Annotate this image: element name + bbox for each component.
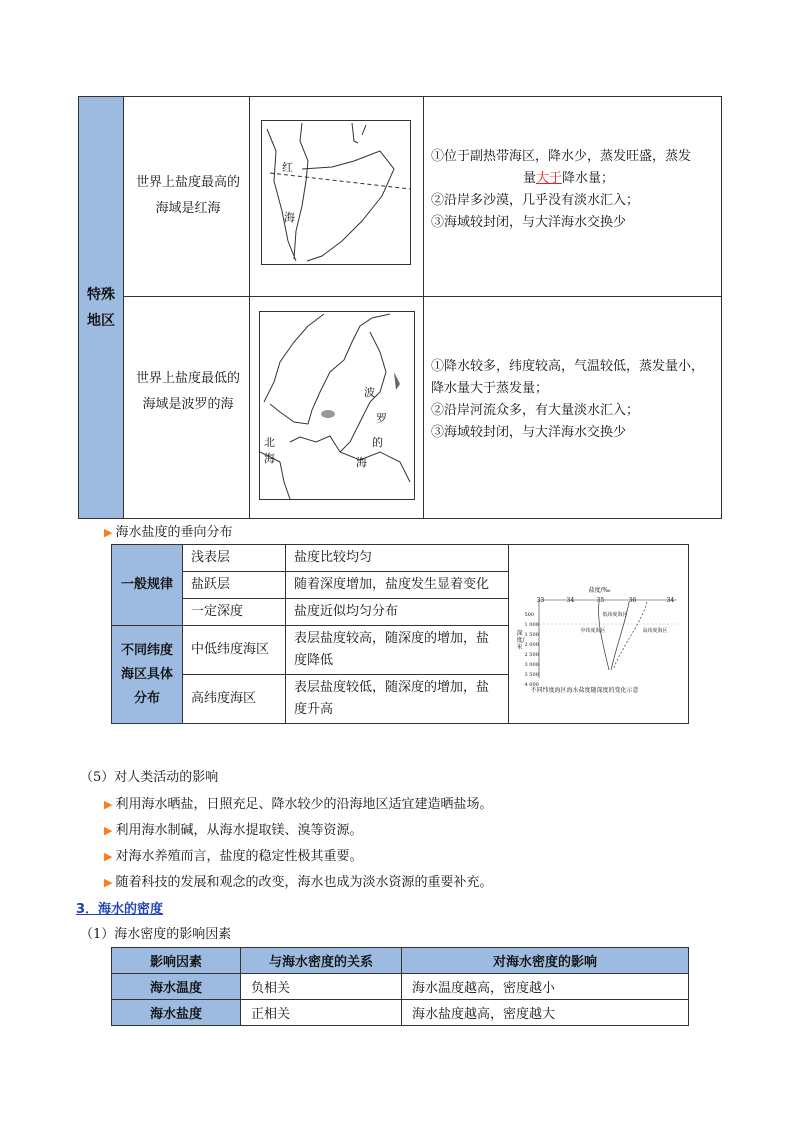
factor-cell: 海水温度 — [112, 974, 241, 1000]
factor-cell: 海水盐度 — [112, 1000, 241, 1026]
chart-top-tick: 34 — [666, 597, 675, 604]
layer-cell: 高纬度海区 — [183, 675, 286, 724]
triangle-bullet-icon: ▶ — [104, 876, 113, 889]
red-sea-map-label-2: 海 — [284, 211, 295, 224]
red-sea-reasons: ①位于副热带海区，降水少，蒸发旺盛，蒸发 量大于降水量； ②沿岸多沙漠，几乎没有淡水汇入； ③海域较封闭，与大洋海水交换少 — [431, 149, 692, 230]
chart-y-tick: 2 500 — [524, 652, 539, 658]
list-item: ▶ 随着科技的发展和观念的改变，海水也成为淡水资源的重要补充。 — [104, 875, 493, 890]
density-subheading: （1）海水密度的影响因素 — [80, 927, 232, 942]
density-header-relation: 与海水密度的关系 — [241, 948, 402, 974]
chart-y-tick: 3 000 — [524, 662, 539, 668]
layer-cell: 浅表层 — [183, 545, 286, 572]
chart-series-label: 低纬度海区 — [602, 612, 628, 618]
effect-cell: 海水温度越高，密度越小 — [402, 974, 689, 1000]
vertical-heading: ▶ 海水盐度的垂向分布 — [104, 525, 233, 540]
chart-y-tick: 500 — [524, 612, 535, 618]
baltic-map-label-1: 北 — [264, 436, 275, 449]
desc-cell: 随着深度增加，盐度发生显着变化 — [286, 572, 509, 599]
chart-y-tick: 1 000 — [524, 622, 539, 628]
table-row — [112, 1000, 689, 1026]
chart-series-label: 中纬度海区 — [580, 628, 606, 634]
list-item: ▶ 对海水养殖而言，盐度的稳定性极其重要。 — [104, 849, 363, 864]
baltic-sea-reasons: ①降水较多，纬度较高，气温较低，蒸发量小，降水量大于蒸发量； ②沿岸河流众多，有大量淡水汇入； ③海域较封闭，与大洋海水交换少 — [431, 359, 705, 440]
baltic-map-label-6: 海 — [356, 456, 367, 469]
table-row — [112, 974, 689, 1000]
chart-y-tick: 4 000 — [524, 682, 539, 688]
chart-top-tick: 34 — [566, 597, 575, 604]
triangle-bullet-icon: ▶ — [104, 850, 113, 863]
chart-y-tick: 1 500 — [524, 632, 539, 638]
triangle-bullet-icon: ▶ — [104, 526, 113, 539]
red-sea-map — [261, 120, 411, 265]
chart-top-tick: 36 — [628, 597, 637, 604]
desc-cell: 盐度比较均匀 — [286, 545, 509, 572]
density-header-effect: 对海水密度的影响 — [402, 948, 689, 974]
red-sea-map-icon — [262, 121, 410, 264]
chart-top-tick: 33 — [536, 597, 545, 604]
relation-cell: 正相关 — [241, 1000, 402, 1026]
chart-series-label: 高纬度海区 — [642, 628, 668, 634]
layer-cell: 盐跃层 — [183, 572, 286, 599]
desc-cell: 盐度近似均匀分布 — [286, 599, 509, 626]
desc-cell: 表层盐度较高，随深度的增加，盐度降低 — [286, 626, 509, 675]
density-header-factor: 影响因素 — [112, 948, 241, 974]
general-rule-header: 一般规律 — [112, 545, 183, 626]
impact-heading: （5）对人类活动的影响 — [80, 770, 219, 785]
layer-cell: 一定深度 — [183, 599, 286, 626]
list-item: ▶ 利用海水晒盐，日照充足、降水较少的沿海地区适宜建造晒盐场。 — [104, 797, 493, 812]
chart-y-tick: 3 500 — [524, 672, 539, 678]
chart-top-label: 盐度/‰ — [588, 587, 611, 594]
impact-list — [104, 792, 492, 896]
layer-cell: 中低纬度海区 — [183, 626, 286, 675]
chart-y-tick: 2 000 — [524, 642, 539, 648]
salinity-depth-chart-cell — [509, 545, 689, 724]
chart-y-label: 深度/米 — [516, 630, 525, 651]
baltic-map-label-2: 海 — [264, 452, 275, 465]
list-item: ▶ 利用海水制碱，从海水提取镁、溴等资源。 — [104, 823, 363, 838]
latitude-distribution-header: 不同纬度海区具体分布 — [112, 626, 183, 724]
chart-top-tick: 35 — [596, 597, 605, 604]
triangle-bullet-icon: ▶ — [104, 824, 113, 837]
desc-cell: 表层盐度较低，随深度的增加，盐度升高 — [286, 675, 509, 724]
baltic-map-label-5: 的 — [372, 436, 383, 449]
baltic-map-label-3: 波 — [364, 386, 375, 399]
chart-caption: 不同纬度海区海水盐度随深度的变化示意 — [530, 687, 639, 694]
special-region-header — [78, 96, 124, 519]
red-sea-fact: 世界上盐度最高的海域是红海 — [135, 175, 240, 216]
vertical-distribution-table — [111, 544, 689, 724]
baltic-sea-fact: 世界上盐度最低的海域是波罗的海 — [135, 371, 240, 412]
highlight-text: 大于 — [536, 171, 563, 186]
baltic-map-label-4: 罗 — [376, 412, 387, 425]
baltic-sea-map — [259, 311, 415, 500]
baltic-sea-map-icon — [260, 312, 414, 499]
density-section-title: 3．海水的密度 — [76, 902, 164, 917]
relation-cell: 负相关 — [241, 974, 402, 1000]
red-sea-map-label-1: 红 — [282, 161, 293, 174]
special-region-label: 特殊地区 — [87, 286, 115, 329]
density-table — [111, 947, 689, 1026]
triangle-bullet-icon: ▶ — [104, 798, 113, 811]
effect-cell: 海水盐度越高，密度越大 — [402, 1000, 689, 1026]
